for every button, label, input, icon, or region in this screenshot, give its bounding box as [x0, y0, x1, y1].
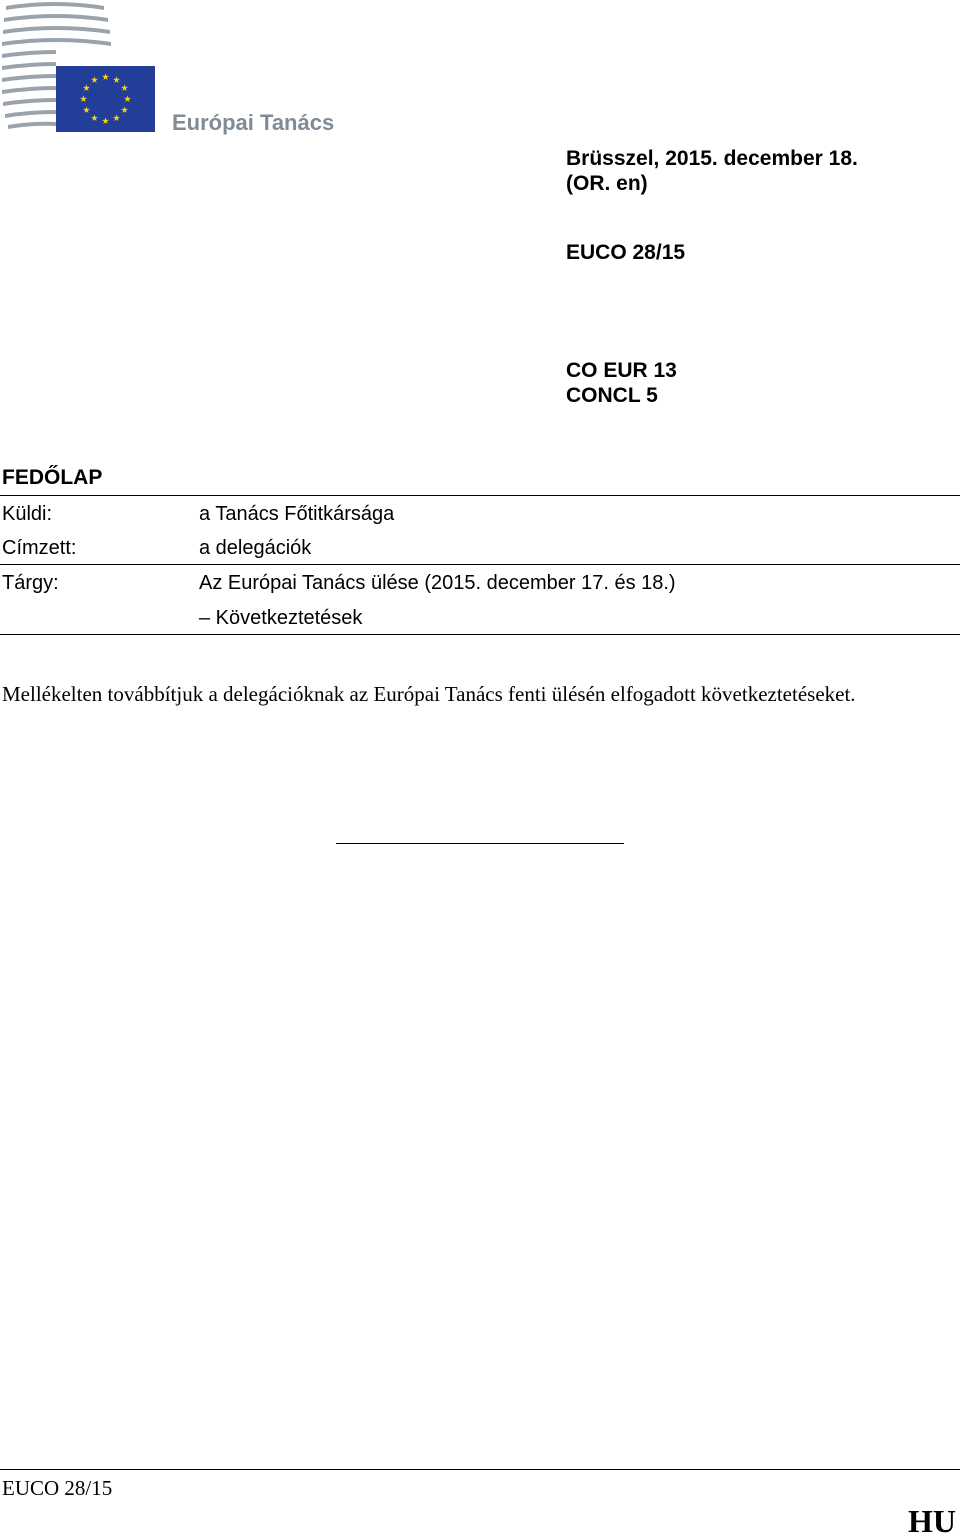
recipient-value: a delegációk [199, 537, 312, 559]
divider [0, 634, 960, 635]
original-language: (OR. en) [566, 172, 648, 195]
organization-name: Európai Tanács [172, 110, 335, 135]
date-block [566, 146, 858, 196]
recipient-label: Címzett: [2, 537, 77, 559]
code-line: CONCL 5 [566, 384, 658, 407]
subject-label: Tárgy: [2, 572, 59, 594]
cover-title: FEDŐLAP [2, 466, 103, 489]
classification-codes [566, 358, 677, 408]
european-council-logo [0, 0, 160, 135]
footer-document-reference: EUCO 28/15 [2, 1476, 113, 1500]
code-line: CO EUR 13 [566, 359, 677, 382]
subject-line-1: Az Európai Tanács ülése (2015. december 17. és 18.) [199, 572, 676, 594]
eu-flag-icon [0, 0, 160, 135]
document-reference: EUCO 28/15 [566, 241, 686, 264]
footer-divider [0, 1469, 960, 1470]
divider [0, 564, 960, 565]
date-line: Brüsszel, 2015. december 18. [566, 147, 858, 170]
subject-line-2: – Következtetések [199, 607, 363, 629]
sender-label: Küldi: [2, 503, 53, 525]
body-paragraph: Mellékelten továbbítjuk a delegációknak az Európai Tanács fenti ülésén elfogadott következtetéseket. [2, 682, 856, 706]
footer-language-code: HU [908, 1503, 956, 1539]
sender-value: a Tanács Főtitkársága [199, 503, 395, 525]
end-rule [336, 843, 624, 844]
divider [0, 495, 960, 496]
